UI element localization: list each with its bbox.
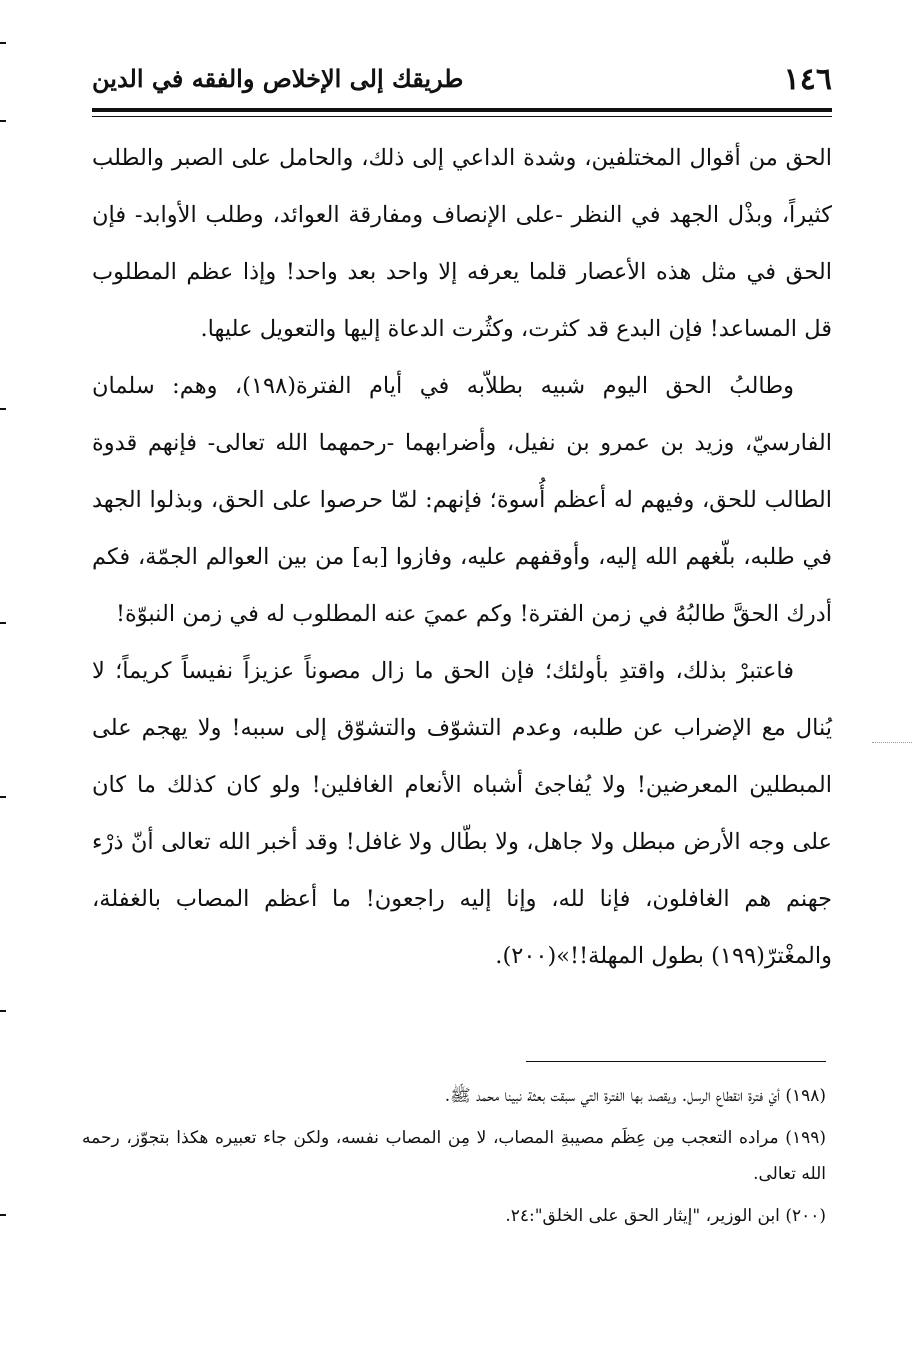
scan-edge-mark	[0, 120, 6, 122]
scan-margin-dash	[872, 742, 912, 743]
footnotes	[82, 1078, 826, 1240]
scan-edge-mark	[0, 796, 6, 798]
scan-edge-mark	[0, 42, 6, 44]
footnote-198: (١٩٨) أيْ فترة انقطاع الرسل. ويقصد بها الفترة التي سبقت بعثة نبينا محمد ﷺ.	[444, 1086, 826, 1106]
page-header	[92, 62, 832, 102]
footnote-separator	[526, 1061, 826, 1062]
header-rule-thick	[92, 108, 832, 112]
paragraph-3: فاعتبرْ بذلك، واقتدِ بأولئك؛ فإن الحق ما زال مصوناً عزيزاً نفيساً كريماً؛ لا يُنال مع الإضراب عن طلبه، وعدم التشوّف والتشوّق إلى سببه! ولا يهجم على المبطلين المعرضين! ولا يُفاجئ أشباه الأنعام الغافلين! ولو كان كذلك ما كان على وجه الأرض مبطل ولا جاهل، ولا بطّال ولا غافل! وقد أخبر الله تعالى أنّ ذرْء جهنم هم الغافلون، فإنا لله، وإنا إليه راجعون! ما أعظم المصاب بالغفلة، والمغْترّ(١٩٩) بطول المهلة!!»(٢٠٠).	[92, 658, 832, 969]
scan-edge-mark	[0, 408, 6, 410]
footnote-199: (١٩٩) مراده التعجب مِن عِظَم مصيبةِ المصاب، لا مِن المصاب نفسه، ولكن جاء تعبيره هكذا بتجوّز، رحمه الله تعالى.	[82, 1128, 826, 1184]
scan-edge-mark	[0, 1010, 6, 1012]
scan-edge-mark	[0, 1214, 6, 1216]
paragraph-1: الحق من أقوال المختلفين، وشدة الداعي إلى ذلك، والحامل على الصبر والطلب كثيراً، وبذْل الجهد في النظر -على الإنصاف ومفارقة العوائد، وطلب الأوابد- فإن الحق في مثل هذه الأعصار قلما يعرفه إلا واحد بعد واحد! وإذا عظم المطلوب قل المساعد! فإن البدع قد كثرت، وكثُرت الدعاة إليها والتعويل عليها.	[92, 145, 832, 342]
scan-edge-mark	[0, 622, 6, 624]
footnote-200: (٢٠٠) ابن الوزير، "إيثار الحق على الخلق":٢٤.	[505, 1206, 826, 1226]
header-rule-thin	[92, 116, 832, 117]
running-title: طريقك إلى الإخلاص والفقه في الدين	[92, 64, 464, 93]
paragraph-2: وطالبُ الحق اليوم شبيه بطلاّبه في أيام الفترة(١٩٨)، وهم: سلمان الفارسيّ، وزيد بن عمرو بن نفيل، وأضرابهما -رحمهما الله تعالى- فإنهم قدوة الطالب للحق، وفيهم له أعظم أُسوة؛ فإنهم: لمّا حرصوا على الحق، وبذلوا الجهد في طلبه، بلّغهم الله إليه، وأوقفهم عليه، وفازوا [به] من بين العوالم الجمّة، فكم أدرك الحقَّ طالبُهُ في زمن الفترة! وكم عميَ عنه المطلوب له في زمن النبوّة!	[92, 373, 832, 627]
page-number: ١٤٦	[783, 62, 832, 97]
main-text	[92, 130, 832, 985]
